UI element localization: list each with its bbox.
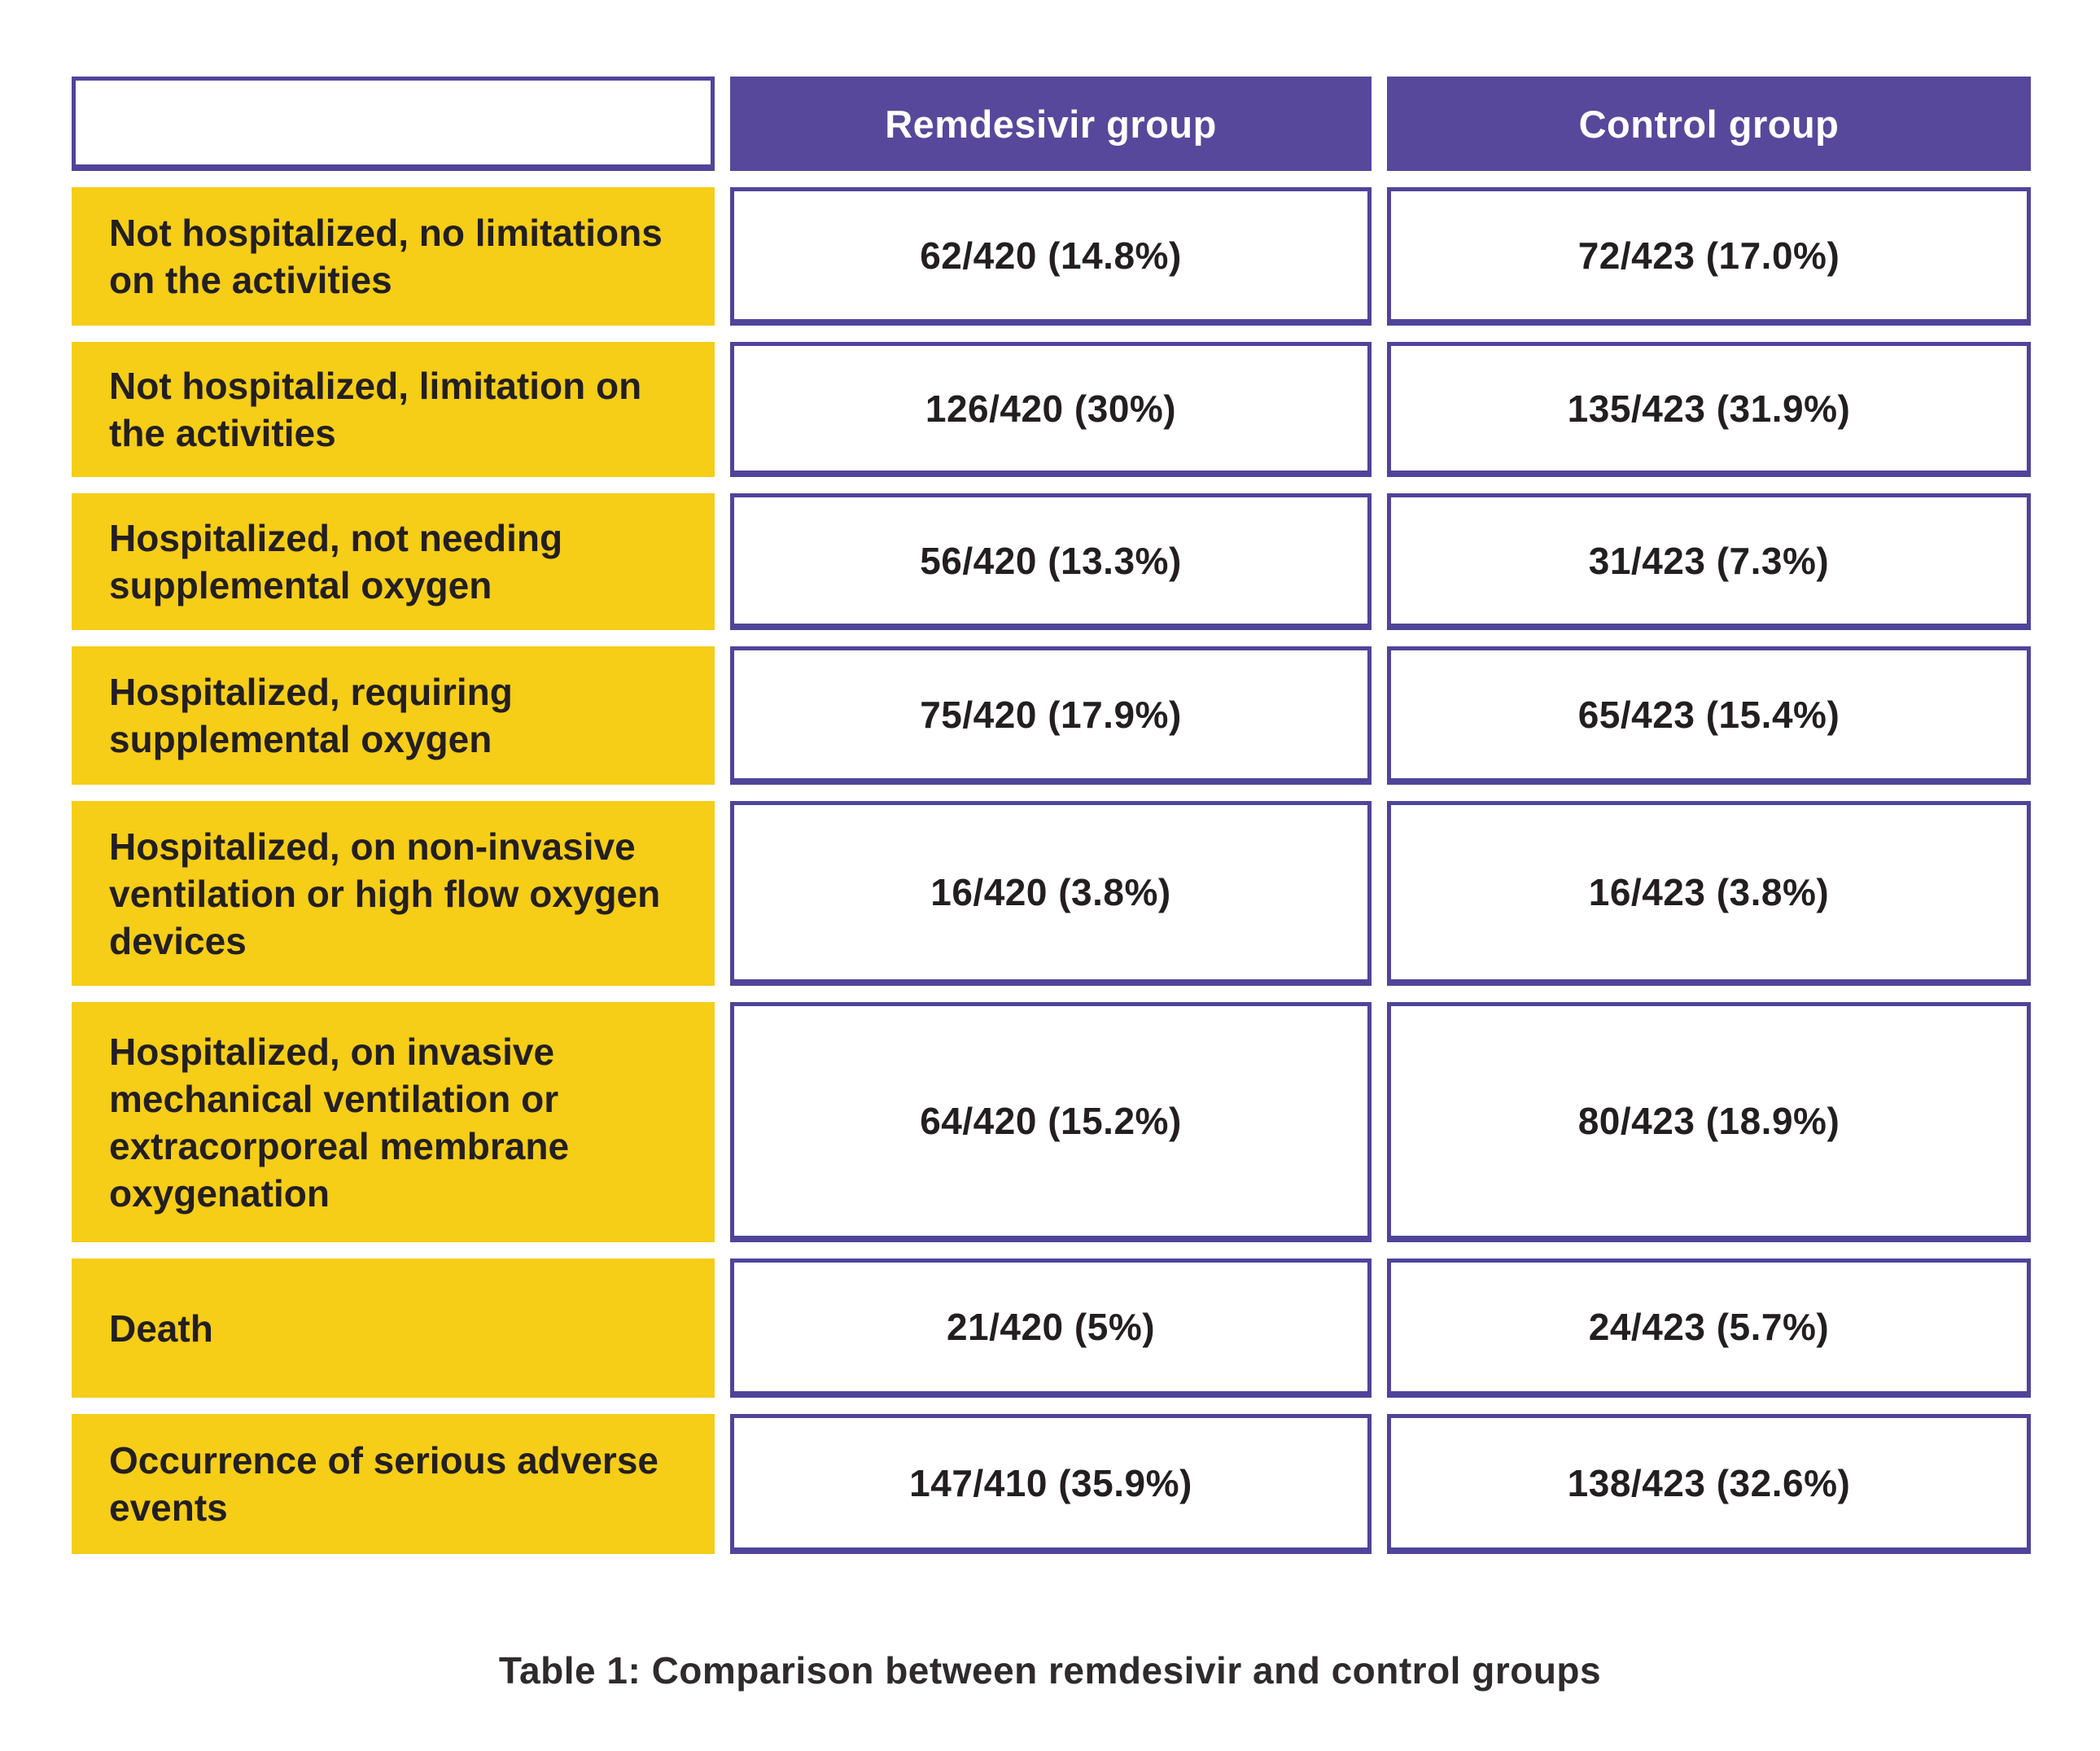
- row-label-hospitalized-invasive-ventilation-ecmo: Hospitalized, on invasive mechanical ventilation or extracorporeal membrane oxygenation: [72, 1002, 715, 1242]
- data-cell-remdesivir-row-4: 16/420 (3.8%): [730, 801, 1372, 986]
- data-cell-remdesivir-row-6: 21/420 (5%): [730, 1259, 1372, 1398]
- data-cell-control-row-2: 31/423 (7.3%): [1387, 493, 2031, 630]
- data-cell-control-row-6: 24/423 (5.7%): [1387, 1259, 2031, 1398]
- data-cell-control-row-3: 65/423 (15.4%): [1387, 646, 2031, 785]
- data-cell-control-row-0: 72/423 (17.0%): [1387, 187, 2031, 326]
- row-label-hospitalized-non-invasive-ventilation: Hospitalized, on non-invasive ventilation or high flow oxygen devices: [72, 801, 715, 986]
- data-cell-control-row-4: 16/423 (3.8%): [1387, 801, 2031, 986]
- data-cell-control-row-1: 135/423 (31.9%): [1387, 342, 2031, 477]
- row-label-not-hospitalized-limitation: Not hospitalized, limitation on the activities: [72, 342, 715, 477]
- data-cell-remdesivir-row-1: 126/420 (30%): [730, 342, 1372, 477]
- data-cell-control-row-7: 138/423 (32.6%): [1387, 1414, 2031, 1554]
- row-label-serious-adverse-events: Occurrence of serious adverse events: [72, 1414, 715, 1554]
- row-label-hospitalized-not-needing-oxygen: Hospitalized, not needing supplemental oxygen: [72, 493, 715, 630]
- column-header-control: Control group: [1387, 77, 2031, 171]
- table-caption: Table 1: Comparison between remdesivir and control groups: [498, 1649, 1602, 1692]
- comparison-table: [72, 77, 2031, 1554]
- data-cell-remdesivir-row-7: 147/410 (35.9%): [730, 1414, 1372, 1554]
- data-cell-remdesivir-row-5: 64/420 (15.2%): [730, 1002, 1372, 1242]
- data-cell-control-row-5: 80/423 (18.9%): [1387, 1002, 2031, 1242]
- column-header-remdesivir: Remdesivir group: [730, 77, 1372, 171]
- row-label-not-hospitalized-no-limitations: Not hospitalized, no limitations on the activities: [72, 187, 715, 326]
- data-cell-remdesivir-row-2: 56/420 (13.3%): [730, 493, 1372, 630]
- data-cell-remdesivir-row-3: 75/420 (17.9%): [730, 646, 1372, 785]
- corner-cell: [72, 77, 715, 171]
- data-cell-remdesivir-row-0: 62/420 (14.8%): [730, 187, 1372, 326]
- row-label-death: Death: [72, 1259, 715, 1398]
- row-label-hospitalized-requiring-oxygen: Hospitalized, requiring supplemental oxygen: [72, 646, 715, 785]
